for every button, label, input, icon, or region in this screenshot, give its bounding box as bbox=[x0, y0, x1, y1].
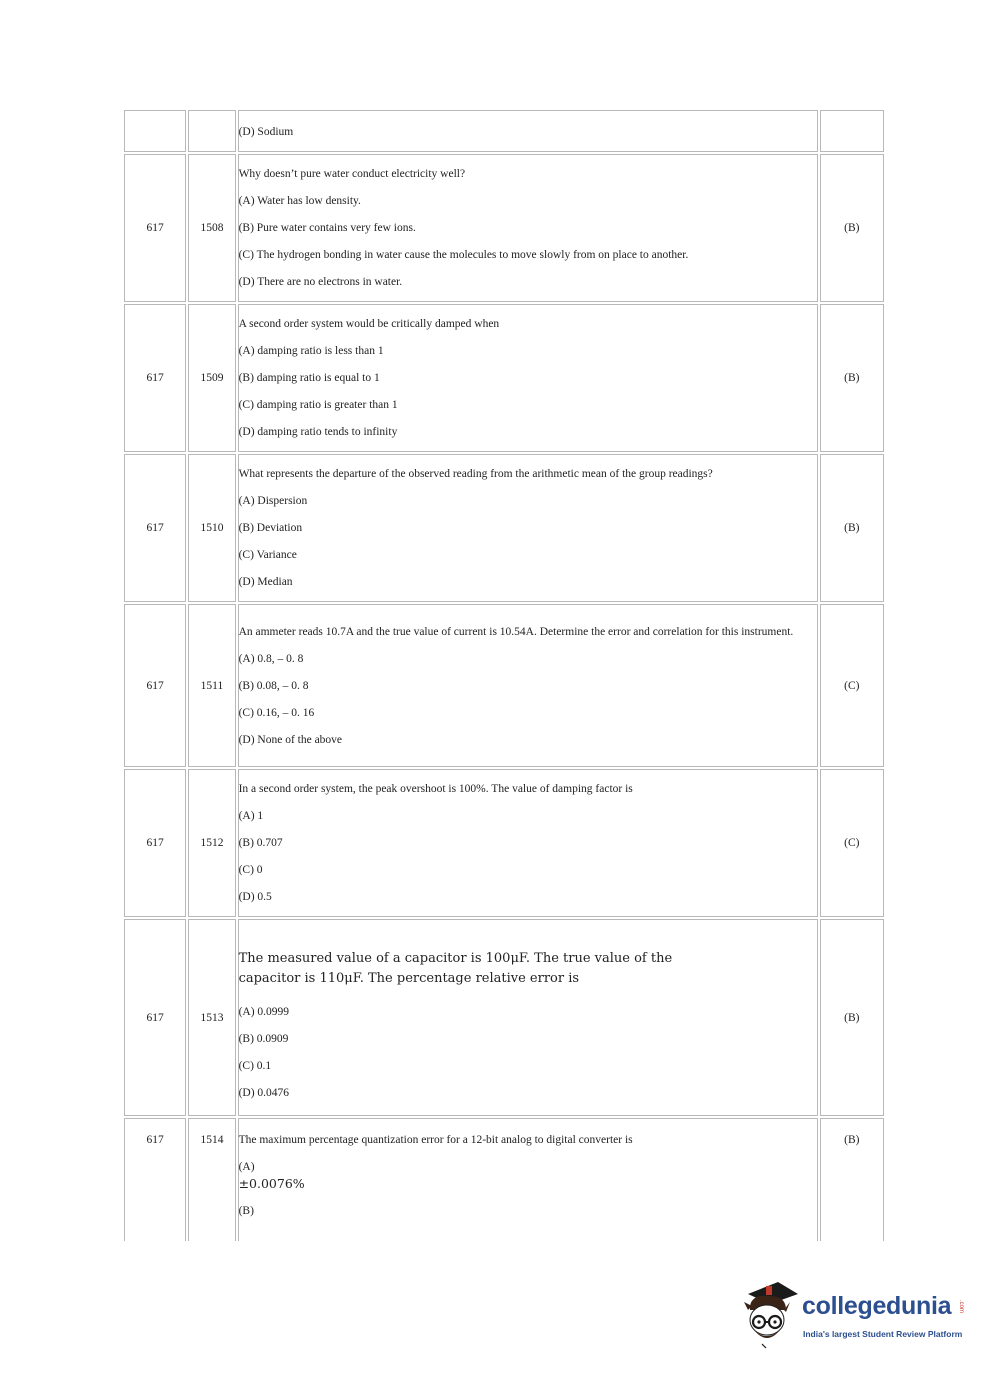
table-row bbox=[124, 110, 884, 152]
question-text: An ammeter reads 10.7A and the true value of current is 10.54A. Determine the error and correlation for this instrument. bbox=[238, 625, 794, 638]
question-cell bbox=[238, 919, 818, 1116]
option-a-label: (A) bbox=[238, 1161, 255, 1173]
option-a: (A) Dispersion bbox=[238, 495, 308, 507]
question-line-2: capacitor is 110μF. The percentage relative error is bbox=[238, 971, 580, 986]
answer-cell: (C) bbox=[820, 604, 884, 767]
option-d: (D) None of the above bbox=[238, 733, 343, 746]
table-row bbox=[124, 769, 884, 917]
question-cell bbox=[238, 154, 818, 302]
student-mascot-icon bbox=[740, 1280, 800, 1350]
option-c: (C) 0.1 bbox=[238, 1060, 272, 1072]
option-b: (B) Pure water contains very few ions. bbox=[238, 222, 416, 234]
option-a: (A) 1 bbox=[238, 810, 264, 822]
question-number-cell: 1509 bbox=[188, 304, 235, 452]
logo-suffix: .com bbox=[958, 1300, 964, 1314]
question-text: What represents the departure of the observed reading from the arithmetic mean of the group readings? bbox=[238, 468, 713, 480]
option-b: (B) 0.0909 bbox=[238, 1033, 289, 1045]
paper-code-cell: 617 bbox=[124, 604, 186, 767]
paper-code-cell: 617 bbox=[124, 1118, 186, 1241]
logo-tagline: India's largest Student Review Platform bbox=[803, 1329, 963, 1339]
answer-cell: (B) bbox=[820, 919, 884, 1116]
option-b: (B) 0.08, – 0. 8 bbox=[238, 679, 309, 692]
question-number-cell: 1510 bbox=[188, 454, 235, 602]
question-text: Why doesn’t pure water conduct electricity well? bbox=[238, 168, 466, 180]
option-d: (D) Sodium bbox=[238, 126, 294, 138]
option-c: (C) damping ratio is greater than 1 bbox=[238, 399, 398, 411]
question-number-cell bbox=[188, 110, 235, 152]
answer-cell: (B) bbox=[820, 1118, 884, 1241]
question-number-cell: 1511 bbox=[188, 604, 235, 767]
option-d: (D) Median bbox=[238, 576, 293, 588]
question-cell bbox=[238, 110, 818, 152]
answer-cell: (C) bbox=[820, 769, 884, 917]
answer-cell: (B) bbox=[820, 304, 884, 452]
question-table bbox=[122, 110, 886, 1241]
option-c: (C) The hydrogen bonding in water cause the molecules to move slowly from on place to another. bbox=[238, 249, 689, 261]
paper-code-cell bbox=[124, 110, 186, 152]
option-c: (C) 0 bbox=[238, 864, 263, 876]
option-b: (B) Deviation bbox=[238, 522, 303, 534]
answer-cell: (B) bbox=[820, 454, 884, 602]
option-d: (D) damping ratio tends to infinity bbox=[238, 426, 398, 438]
option-b: (B) damping ratio is equal to 1 bbox=[238, 372, 380, 384]
question-cell bbox=[238, 604, 818, 767]
table-row bbox=[124, 454, 884, 602]
option-d: (D) 0.5 bbox=[238, 891, 272, 903]
logo-wordmark: collegedunia bbox=[802, 1292, 952, 1320]
paper-code-cell: 617 bbox=[124, 454, 186, 602]
option-a bbox=[239, 1160, 817, 1191]
table-row bbox=[124, 919, 884, 1116]
answer-cell bbox=[820, 110, 884, 152]
option-a-value: ±0.0076% bbox=[238, 1176, 305, 1191]
answer-cell: (B) bbox=[820, 154, 884, 302]
question-text: The maximum percentage quantization error for a 12-bit analog to digital converter is bbox=[238, 1134, 633, 1146]
question-cell bbox=[238, 304, 818, 452]
option-a: (A) damping ratio is less than 1 bbox=[238, 345, 384, 357]
question-cell bbox=[238, 769, 818, 917]
option-b: (B) bbox=[238, 1205, 254, 1217]
question-text: A second order system would be critically damped when bbox=[238, 318, 500, 330]
option-a: (A) Water has low density. bbox=[238, 195, 361, 207]
option-a: (A) 0.0999 bbox=[238, 1006, 290, 1018]
option-c: (C) 0.16, – 0. 16 bbox=[238, 706, 315, 719]
paper-code-cell: 617 bbox=[124, 154, 186, 302]
table-row bbox=[124, 604, 884, 767]
question-table-sheet bbox=[122, 110, 886, 1241]
question-cell bbox=[238, 1118, 818, 1241]
table-row bbox=[124, 1118, 884, 1241]
option-d: (D) 0.0476 bbox=[238, 1087, 290, 1099]
collegedunia-logo bbox=[740, 1280, 970, 1355]
table-row bbox=[124, 304, 884, 452]
question-number-cell: 1513 bbox=[188, 919, 235, 1116]
question-text bbox=[239, 949, 817, 989]
option-b: (B) 0.707 bbox=[238, 837, 283, 849]
paper-code-cell: 617 bbox=[124, 769, 186, 917]
paper-code-cell: 617 bbox=[124, 919, 186, 1116]
question-number-cell: 1512 bbox=[188, 769, 235, 917]
table-row bbox=[124, 154, 884, 302]
paper-code-cell: 617 bbox=[124, 304, 186, 452]
question-text: In a second order system, the peak overshoot is 100%. The value of damping factor is bbox=[238, 783, 633, 795]
option-c: (C) Variance bbox=[238, 549, 297, 561]
option-d: (D) There are no electrons in water. bbox=[238, 276, 403, 288]
question-number-cell: 1508 bbox=[188, 154, 235, 302]
question-number-cell: 1514 bbox=[188, 1118, 235, 1241]
question-line-1: The measured value of a capacitor is 100μF. The true value of the bbox=[238, 951, 673, 966]
question-cell bbox=[238, 454, 818, 602]
option-a: (A) 0.8, – 0. 8 bbox=[238, 652, 304, 665]
